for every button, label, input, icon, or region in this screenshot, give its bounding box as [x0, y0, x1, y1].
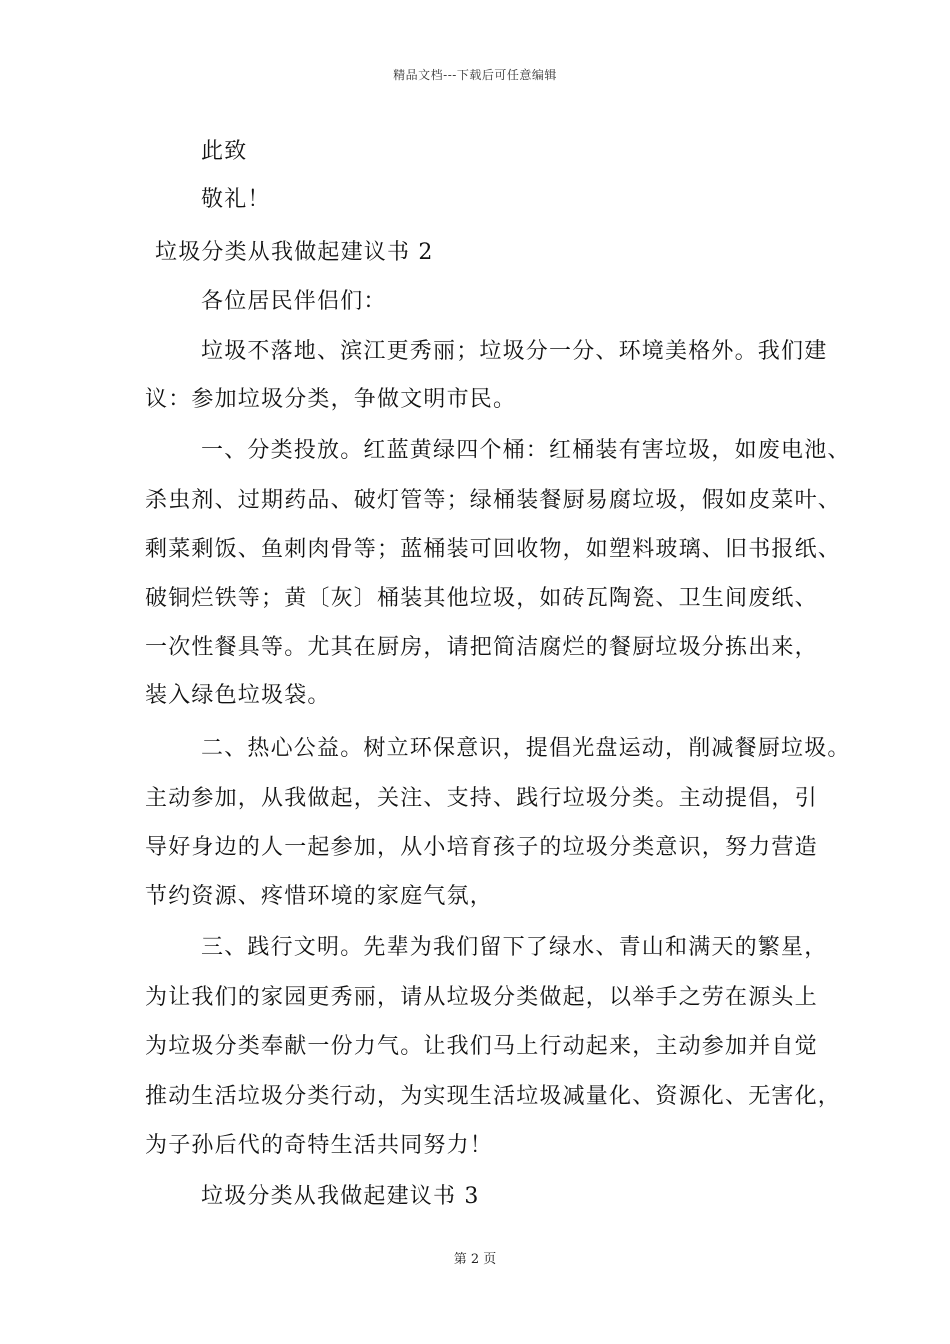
- page-header: 精品文档---下载后可任意编辑: [393, 68, 557, 82]
- paragraph-line: 推动生活垃圾分类行动，为实现生活垃圾减量化、资源化、无害化，: [145, 1084, 842, 1109]
- paragraph-line: 剩菜剩饭、鱼刺肉骨等；蓝桶装可回收物，如塑料玻璃、旧书报纸、: [145, 537, 842, 562]
- paragraph-line: 破铜烂铁等；黄〔灰〕桶装其他垃圾，如砖瓦陶瓷、卫生间废纸、: [145, 586, 818, 611]
- paragraph-line: 杀虫剂、过期药品、破灯管等；绿桶装餐厨易腐垃圾，假如皮菜叶、: [145, 488, 842, 513]
- paragraph-line: 一次性餐具等。尤其在厨房，请把简洁腐烂的餐厨垃圾分拣出来，: [145, 635, 818, 660]
- paragraph-line: 为子孙后代的奇特生活共同努力！: [145, 1133, 494, 1158]
- paragraph-line: 装入绿色垃圾袋。: [145, 683, 331, 708]
- section-title: 垃圾分类从我做起建议书 2: [155, 240, 434, 265]
- page-number: 第 2 页: [453, 1252, 497, 1267]
- paragraph-line: 一、分类投放。红蓝黄绿四个桶：红桶装有害垃圾，如废电池、: [201, 438, 851, 463]
- paragraph-line: 三、践行文明。先辈为我们留下了绿水、青山和满天的繁星，: [201, 935, 828, 960]
- paragraph-line: 节约资源、疼惜环境的家庭气氛，: [145, 884, 494, 909]
- paragraph-line: 二、热心公益。树立环保意识，提倡光盘运动，削减餐厨垃圾。: [201, 736, 851, 761]
- closing-line: 此致: [201, 139, 248, 164]
- paragraph-line: 导好身边的人一起参加，从小培育孩子的垃圾分类意识，努力营造: [145, 835, 818, 860]
- section-title: 垃圾分类从我做起建议书 3: [201, 1184, 480, 1209]
- paragraph-line: 为垃圾分类奉献一份力气。让我们马上行动起来，主动参加并自觉: [145, 1034, 818, 1059]
- salutation-line: 敬礼！: [201, 187, 271, 212]
- greeting-line: 各位居民伴侣们：: [201, 289, 387, 314]
- paragraph-line: 主动参加，从我做起，关注、支持、践行垃圾分类。主动提倡，引: [145, 786, 818, 811]
- paragraph-line: 为让我们的家园更秀丽，请从垃圾分类做起，以举手之劳在源头上: [145, 985, 818, 1010]
- paragraph-line: 议：参加垃圾分类，争做文明市民。: [145, 387, 517, 412]
- paragraph-line: 垃圾不落地、滨江更秀丽；垃圾分一分、环境美格外。我们建: [201, 339, 828, 364]
